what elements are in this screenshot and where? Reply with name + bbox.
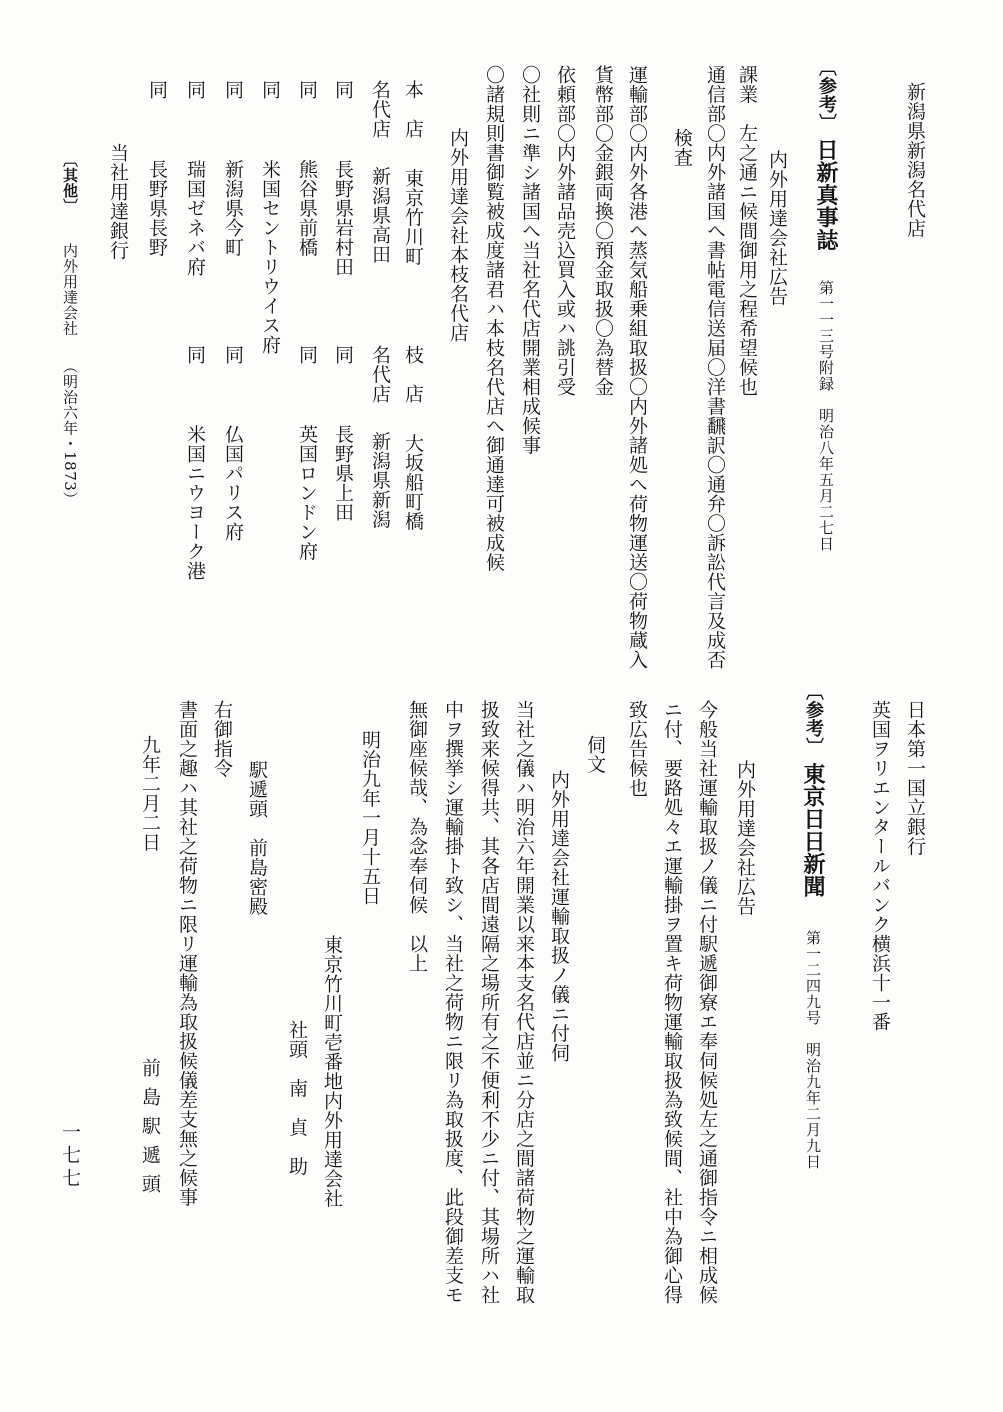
top-col-12: 内外用達会社本枝名代店 bbox=[447, 128, 469, 343]
bottom-col-10: 当社之儀ハ明治六年開業以来本支名代店並ニ分店之間諸荷物之運輸取 bbox=[513, 700, 535, 1305]
bottom-col-6: ニ付、要路処々エ運輸掛ヲ置キ荷物運輸取扱為致候間、社中為御心得 bbox=[661, 700, 683, 1305]
reference-label: 〔参考〕 bbox=[803, 682, 824, 756]
top-col-2 bbox=[815, 58, 837, 552]
top-col-10: 〇社則ニ準シ諸国へ当社名代店開業相成候事 bbox=[519, 65, 541, 455]
bottom-col-14-address: 東京竹川町壱番地内外用達会社 bbox=[321, 935, 343, 1208]
bottom-col-19-date: 九年二月二日 bbox=[139, 735, 161, 852]
other-label: 〔其他〕 bbox=[61, 152, 79, 214]
top-col-4: 課業 左之通ニ候間御用之程希望候也 bbox=[736, 65, 758, 397]
branch-row: 名代店新潟県高田 bbox=[369, 80, 391, 264]
branch-row: 本 店東京竹川町 bbox=[402, 80, 424, 266]
top-col-8: 貨幣部〇金銀両換〇預金取扱〇為替金 bbox=[592, 65, 614, 397]
page-number: 一七七 bbox=[59, 1122, 81, 1191]
branch-row: 同米国セントリウイス府 bbox=[259, 80, 281, 355]
bottom-col-1: 日本第一国立銀行 bbox=[904, 700, 926, 856]
bottom-col-12: 中ヲ撰挙シ運輸掛ト致シ、当社之荷物ニ限リ為取扱度、此段御差支モ bbox=[442, 700, 464, 1305]
branch-row: 同英国ロンドン府 bbox=[296, 345, 318, 561]
newspaper-title: 日新真事誌 bbox=[813, 138, 839, 252]
bottom-col-9: 内外用達会社運輸取扱ノ儀ニ付伺 bbox=[548, 770, 570, 1063]
top-col-7: 運輸部〇内外各港へ蒸気船乗組取扱〇内外諸処へ荷物運送〇荷物蔵入 bbox=[626, 65, 648, 670]
bottom-col-11: 扱致来候得共、其各店間遠隔之場所有之不便利不少ニ付、其場所ハ社 bbox=[478, 700, 500, 1305]
bottom-col-15-sign: 社頭 南 貞 助 bbox=[286, 1020, 308, 1176]
top-col-1: 新潟県新潟名代店 bbox=[904, 82, 926, 238]
bottom-col-14-date: 明治九年一月十五日 bbox=[359, 730, 381, 906]
top-col-22: 〔其他〕 内外用達会社 （明治六年・1873） bbox=[61, 152, 79, 507]
bottom-col-18: 書面之趣ハ其社之荷物ニ限リ運輸為取扱候儀差支無之候事 bbox=[176, 700, 198, 1207]
bottom-col-16: 駅遞頭 前島密殿 bbox=[246, 760, 268, 916]
branch-row: 同長野県上田 bbox=[332, 345, 354, 522]
issue-note: 第一二四九号 明治九年二月九日 bbox=[804, 930, 822, 1171]
bottom-col-5: 今般当社運輸取扱ノ儀ニ付駅遞御寮エ奉伺候処左之通御指令ニ相成候 bbox=[696, 700, 718, 1305]
top-col-9: 依頼部〇内外諸品売込買入或ハ誂引受 bbox=[554, 65, 576, 397]
top-col-21: 当社用達銀行 bbox=[107, 143, 129, 260]
newspaper-title: 東京日日新聞 bbox=[800, 762, 826, 898]
bottom-col-3 bbox=[802, 682, 824, 1170]
bottom-col-8: 伺文 bbox=[584, 735, 606, 774]
branch-row: 同米国ニウヨーク港 bbox=[184, 345, 206, 581]
top-col-11: 〇諸規則書御覧被成度諸君ハ本枝名代店へ御通達可被成候 bbox=[483, 65, 505, 572]
bottom-col-7: 致広告候也 bbox=[626, 700, 648, 798]
bottom-col-2: 英国ヲリエンタールバンク横浜十一番 bbox=[869, 700, 891, 1032]
top-col-5: 通信部〇内外諸国へ書帖電信送届〇洋書飜訳〇通弁〇訴訟代言及成否 bbox=[704, 65, 726, 670]
bottom-col-17: 右御指令 bbox=[211, 700, 233, 778]
branch-row: 名代店新潟県新潟 bbox=[369, 345, 391, 529]
branch-row: 同仏国パリス府 bbox=[222, 345, 244, 542]
branch-row: 同新潟県今町 bbox=[222, 80, 244, 257]
branch-row: 同長野県岩村田 bbox=[332, 80, 354, 277]
top-col-6: 検査 bbox=[671, 128, 693, 167]
branch-row: 同瑞国ゼネバ府 bbox=[184, 80, 206, 277]
branch-row: 同熊谷県前橋 bbox=[296, 80, 318, 257]
issue-note: 第一一三号附録 明治八年五月二七日 bbox=[817, 279, 835, 552]
top-col-3: 内外用達会社広告 bbox=[766, 150, 788, 306]
bottom-col-4: 内外用達会社広告 bbox=[734, 760, 756, 916]
bottom-col-19-sign: 前島駅遞頭 bbox=[139, 1058, 161, 1203]
bottom-col-13: 無御座候哉、為念奉伺候 以上 bbox=[406, 700, 428, 973]
reference-label: 〔参考〕 bbox=[816, 58, 837, 132]
branch-row: 枝 店大坂船町橋 bbox=[402, 345, 424, 531]
branch-row: 同長野県長野 bbox=[146, 80, 168, 257]
